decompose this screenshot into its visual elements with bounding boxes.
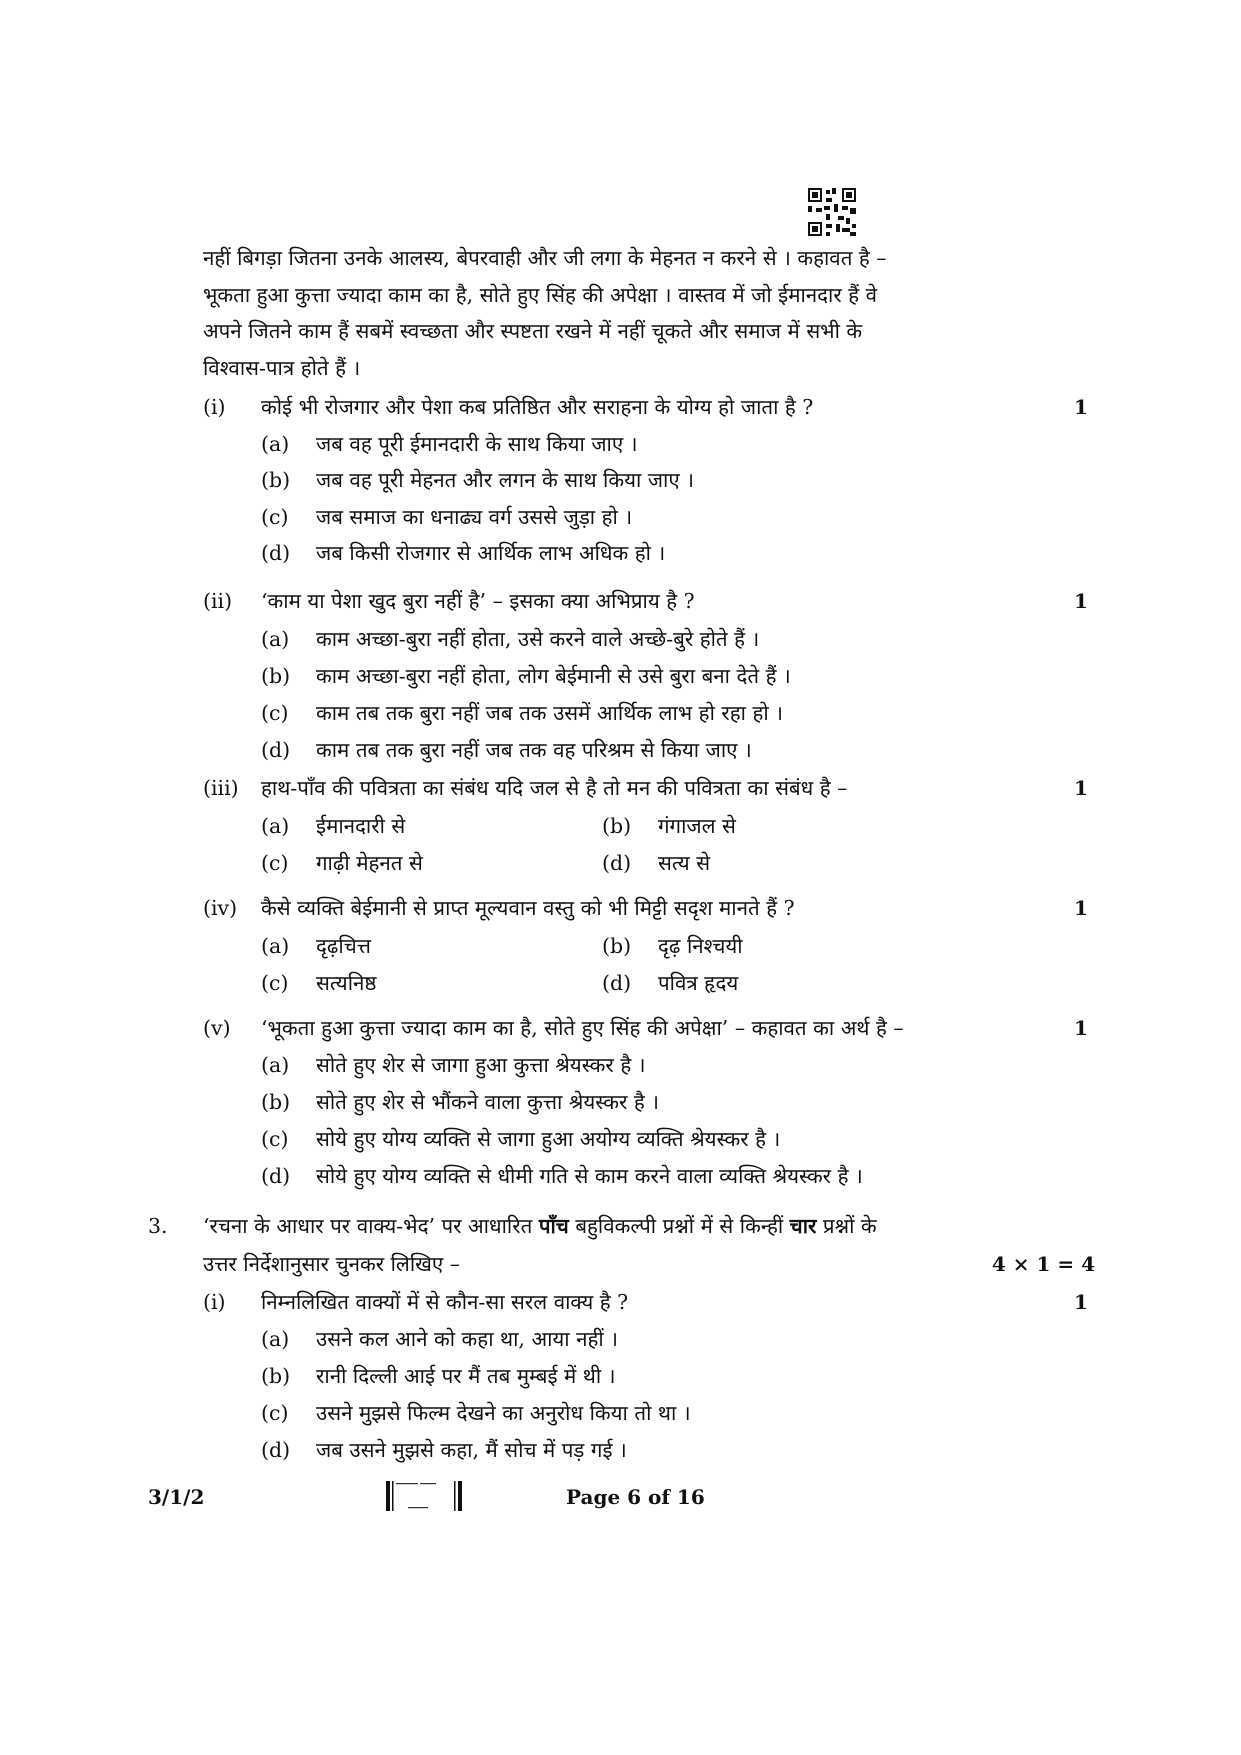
option-text: काम अच्छा-बुरा नहीं होता, उसे करने वाले अच्छे-बुरे होते हैं । bbox=[316, 627, 760, 651]
option-label: (c) bbox=[261, 971, 289, 995]
question-marks: 4 × 1 = 4 bbox=[991, 1252, 1095, 1276]
question-marks: 1 bbox=[1074, 896, 1088, 920]
option-label: (d) bbox=[602, 851, 632, 875]
option-label: (c) bbox=[261, 1127, 289, 1151]
question-number: 3. bbox=[148, 1214, 168, 1238]
page-number: Page 6 of 16 bbox=[566, 1485, 705, 1509]
option-label: (b) bbox=[602, 814, 632, 838]
question-marks: 1 bbox=[1074, 1290, 1088, 1314]
question-marks: 1 bbox=[1074, 589, 1088, 613]
option-label: (d) bbox=[261, 1438, 291, 1462]
option-label: (d) bbox=[602, 971, 632, 995]
option-label: (c) bbox=[261, 701, 289, 725]
option-label: (a) bbox=[261, 627, 290, 651]
question-text-part: प्रश्नों के bbox=[816, 1214, 877, 1238]
question-marks: 1 bbox=[1074, 776, 1088, 800]
question-text: हाथ-पाँव की पवित्रता का संबंध यदि जल से है तो मन की पवित्रता का संबंध है – bbox=[261, 776, 848, 800]
question-number: (i) bbox=[203, 395, 226, 419]
option-text: जब समाज का धनाढ्य वर्ग उससे जुड़ा हो । bbox=[316, 505, 633, 529]
option-label: (b) bbox=[261, 1364, 291, 1388]
question-text-bold: चार bbox=[789, 1214, 817, 1238]
passage bbox=[203, 240, 1053, 386]
option-text: सत्य से bbox=[658, 851, 711, 875]
question-text: निम्नलिखित वाक्यों में से कौन-सा सरल वाक्य है ? bbox=[261, 1290, 629, 1314]
passage-line: नहीं बिगड़ा जितना उनके आलस्य, बेपरवाही और जी लगा के मेहनत न करने से । कहावत है – bbox=[203, 246, 887, 270]
option-text: काम अच्छा-बुरा नहीं होता, लोग बेईमानी से उसे बुरा बना देते हैं । bbox=[316, 664, 791, 688]
question-text: ‘काम या पेशा खुद बुरा नहीं है’ – इसका क्या अभिप्राय है ? bbox=[261, 589, 695, 613]
question-number: (i) bbox=[203, 1290, 226, 1314]
option-label: (c) bbox=[261, 851, 289, 875]
option-text: दृढ़ निश्चयी bbox=[658, 934, 743, 958]
option-text: सोये हुए योग्य व्यक्ति से धीमी गति से काम करने वाला व्यक्ति श्रेयस्कर है । bbox=[316, 1164, 863, 1188]
question-marks: 1 bbox=[1074, 395, 1088, 419]
option-text: ईमानदारी से bbox=[316, 814, 406, 838]
question-number: (ii) bbox=[203, 589, 233, 613]
passage-line: विश्वास-पात्र होते हैं । bbox=[203, 355, 361, 380]
option-text: उसने मुझसे फिल्म देखने का अनुरोध किया तो था । bbox=[316, 1401, 691, 1425]
question-number: (v) bbox=[203, 1016, 231, 1040]
option-label: (a) bbox=[261, 934, 290, 958]
barcode-icon bbox=[384, 1481, 464, 1511]
option-text: गंगाजल से bbox=[658, 814, 736, 838]
option-text: रानी दिल्ली आई पर मैं तब मुम्बई में थी । bbox=[316, 1364, 616, 1388]
question-number: (iii) bbox=[203, 776, 239, 800]
question-marks: 1 bbox=[1074, 1016, 1088, 1040]
question-text: ‘भूकता हुआ कुत्ता ज्यादा काम का है, सोते हुए सिंह की अपेक्षा’ – कहावत का अर्थ है – bbox=[261, 1016, 904, 1040]
qr-code-icon bbox=[808, 188, 856, 236]
passage-line: भूकता हुआ कुत्ता ज्यादा काम का है, सोते हुए सिंह की अपेक्षा । वास्तव में जो ईमानदार हैं वे bbox=[203, 282, 878, 307]
question-text: कैसे व्यक्ति बेईमानी से प्राप्त मूल्यवान वस्तु को भी मिट्टी सदृश मानते हैं ? bbox=[261, 896, 795, 920]
option-label: (a) bbox=[261, 1327, 290, 1351]
option-text: सत्यनिष्ठ bbox=[316, 971, 377, 995]
question-text-part: ‘रचना के आधार पर वाक्य-भेद’ पर आधारित bbox=[203, 1214, 539, 1238]
option-label: (d) bbox=[261, 738, 291, 762]
question-text-part: बहुविकल्पी प्रश्नों में से किन्हीं bbox=[568, 1214, 790, 1238]
option-label: (a) bbox=[261, 432, 290, 456]
option-label: (b) bbox=[261, 664, 291, 688]
option-label: (c) bbox=[261, 505, 289, 529]
option-text: गाढ़ी मेहनत से bbox=[316, 851, 423, 875]
question-text bbox=[203, 1212, 877, 1240]
option-text: जब किसी रोजगार से आर्थिक लाभ अधिक हो । bbox=[316, 541, 666, 565]
option-text: सोये हुए योग्य व्यक्ति से जागा हुआ अयोग्य व्यक्ति श्रेयस्कर है । bbox=[316, 1127, 781, 1151]
option-label: (a) bbox=[261, 814, 290, 838]
option-text: दृढ़चित्त bbox=[316, 934, 371, 958]
paper-code: 3/1/2 bbox=[148, 1485, 205, 1509]
question-text: कोई भी रोजगार और पेशा कब प्रतिष्ठित और सराहना के योग्य हो जाता है ? bbox=[261, 395, 814, 419]
option-label: (b) bbox=[261, 468, 291, 492]
option-text: काम तब तक बुरा नहीं जब तक वह परिश्रम से किया जाए । bbox=[316, 738, 752, 762]
option-text: जब वह पूरी मेहनत और लगन के साथ किया जाए । bbox=[316, 468, 694, 492]
question-text: उत्तर निर्देशानुसार चुनकर लिखिए – bbox=[203, 1252, 460, 1276]
option-label: (a) bbox=[261, 1053, 290, 1077]
option-text: उसने कल आने को कहा था, आया नहीं । bbox=[316, 1327, 618, 1351]
option-text: जब उसने मुझसे कहा, मैं सोच में पड़ गई । bbox=[316, 1438, 627, 1462]
option-label: (d) bbox=[261, 1164, 291, 1188]
question-number: (iv) bbox=[203, 896, 238, 920]
option-text: जब वह पूरी ईमानदारी के साथ किया जाए । bbox=[316, 432, 638, 456]
option-label: (b) bbox=[602, 934, 632, 958]
option-text: पवित्र हृदय bbox=[658, 971, 739, 995]
passage-line: अपने जितने काम हैं सबमें स्वच्छता और स्पष्टता रखने में नहीं चूकते और समाज में सभी के bbox=[203, 319, 863, 343]
option-text: सोते हुए शेर से भौंकने वाला कुत्ता श्रेयस्कर है । bbox=[316, 1090, 660, 1114]
option-text: काम तब तक बुरा नहीं जब तक उसमें आर्थिक लाभ हो रहा हो । bbox=[316, 701, 783, 725]
option-label: (d) bbox=[261, 541, 291, 565]
question-text-bold: पाँच bbox=[538, 1214, 569, 1238]
option-label: (b) bbox=[261, 1090, 291, 1114]
option-text: सोते हुए शेर से जागा हुआ कुत्ता श्रेयस्कर है । bbox=[316, 1053, 646, 1077]
option-label: (c) bbox=[261, 1401, 289, 1425]
